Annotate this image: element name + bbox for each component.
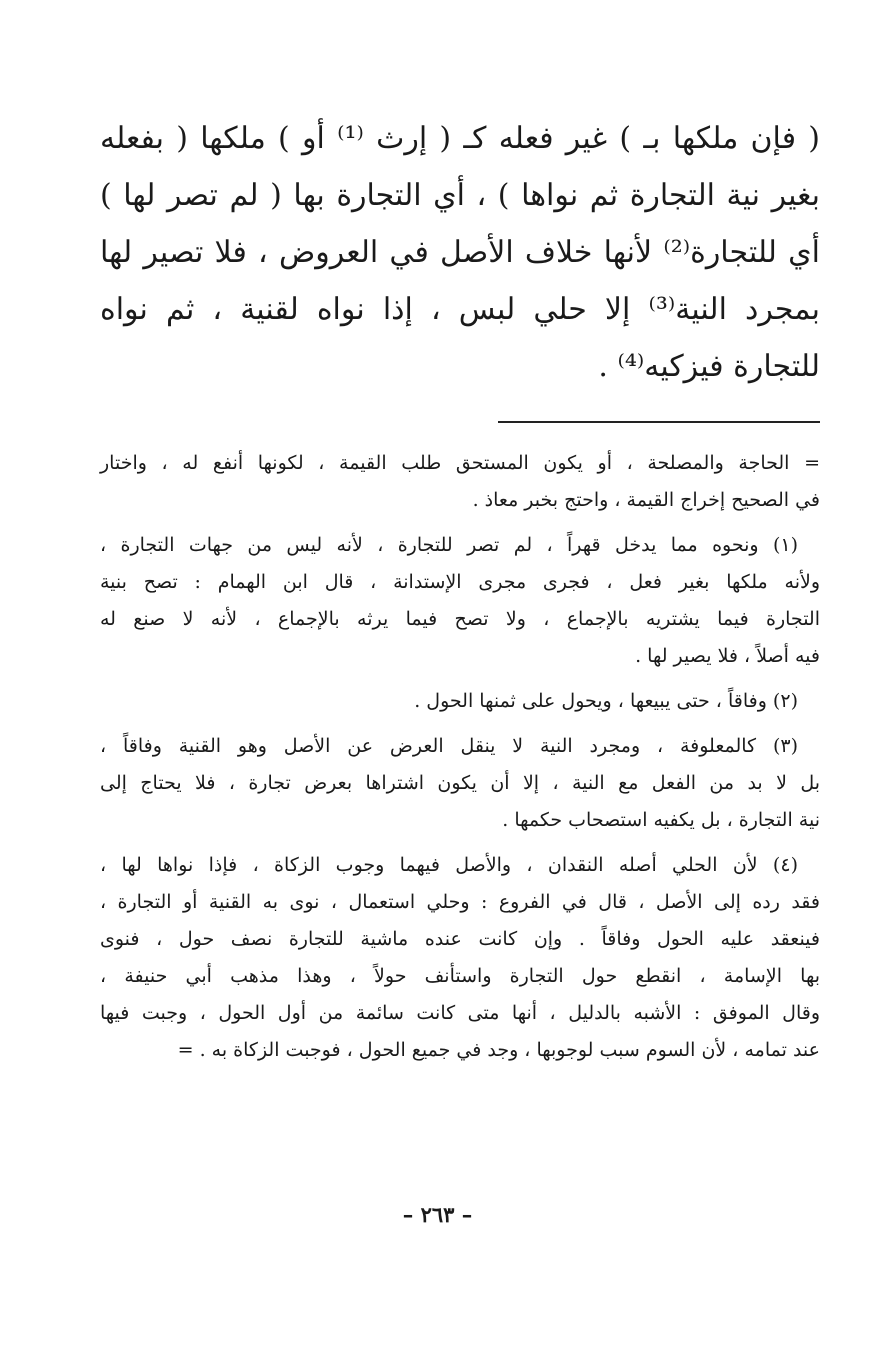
page-number: – ٢٦٣ – — [402, 1202, 473, 1227]
footnote-continued — [100, 445, 820, 519]
footnote-line: بها الإسامة ، انقطع حول التجارة واستأنف حولاً ، وهذا مذهب أبي حنيفة ، — [100, 965, 820, 987]
footnote-line: نية التجارة ، بل يكفيه استصحاب حكمها . — [502, 809, 820, 831]
footnote-line: = الحاجة والمصلحة ، أو يكون المستحق طلب القيمة ، لكونها أنفع له ، واختار — [100, 452, 820, 474]
footnote-line: ولأنه ملكها بغير فعل ، فجرى مجرى الإستدانة ، قال ابن الهمام : تصح بنية — [100, 571, 820, 593]
footnote-4 — [100, 847, 820, 1069]
main-line-5: للتجارة فيزكيه⁽⁴⁾ . — [598, 349, 820, 384]
footnote-line: (١) ونحوه مما يدخل قهراً ، لم تصر للتجارة ، لأنه ليس من جهات التجارة ، — [100, 534, 798, 556]
footnote-line: (٢) وفاقاً ، حتى يبيعها ، ويحول على ثمنها الحول . — [414, 690, 798, 712]
main-line-2: بغير نية التجارة ثم نواها ) ، أي التجارة بها ( لم تصر لها ) — [100, 178, 820, 213]
footnote-line: بل لا بد من الفعل مع النية ، إلا أن يكون اشتراها بعرض تجارة ، فلا يحتاج إلى — [100, 772, 820, 794]
footnote-3 — [100, 728, 820, 839]
footnote-line: فقد رده إلى الأصل ، قال في الفروع : وحلي استعمال ، نوى به القنية أو التجارة ، — [100, 891, 821, 913]
footnote-line: عند تمامه ، لأن السوم سبب لوجوبها ، وجد في جميع الحول ، فوجبت الزكاة به . = — [177, 1039, 820, 1061]
main-line-1: ( فإن ملكها بـ ) غير فعله كـ ( إرث ⁽¹⁾ أو ) ملكها ( بفعله — [100, 121, 820, 156]
footnote-line: التجارة فيما يشتريه بالإجماع ، ولا تصح فيما يرثه بالإجماع ، لأنه لا صنع له — [100, 608, 820, 630]
main-text — [100, 110, 820, 395]
footnote-line: (٤) لأن الحلي أصله النقدان ، والأصل فيهما وجوب الزكاة ، فإذا نواها لها ، — [100, 854, 798, 876]
footnote-2 — [100, 683, 820, 720]
footnote-line: (٣) كالمعلوفة ، ومجرد النية لا ينقل العرض عن الأصل وهو القنية وفاقاً ، — [100, 735, 798, 757]
footnote-line: فيه أصلاً ، فلا يصير لها . — [635, 645, 820, 667]
main-line-3: أي للتجارة⁽²⁾ لأنها خلاف الأصل في العروض ، فلا تصير لها — [100, 235, 820, 270]
footnotes — [100, 445, 820, 1069]
main-line-4: بمجرد النية⁽³⁾ إلا حلي لبس ، إذا نواه لقنية ، ثم نواه — [100, 292, 820, 327]
footnote-line: فينعقد عليه الحول وفاقاً . وإن كانت عنده ماشية للتجارة نصف حول ، فنوى — [100, 928, 820, 950]
footnote-divider — [498, 421, 820, 423]
page-body — [100, 110, 820, 1077]
footnote-line: في الصحيح إخراج القيمة ، واحتج بخبر معاذ . — [472, 489, 820, 511]
footnote-line: وقال الموفق : الأشبه بالدليل ، أنها متى كانت سائمة من أول الحول ، وجبت فيها — [100, 1002, 820, 1024]
footnote-1 — [100, 527, 820, 675]
